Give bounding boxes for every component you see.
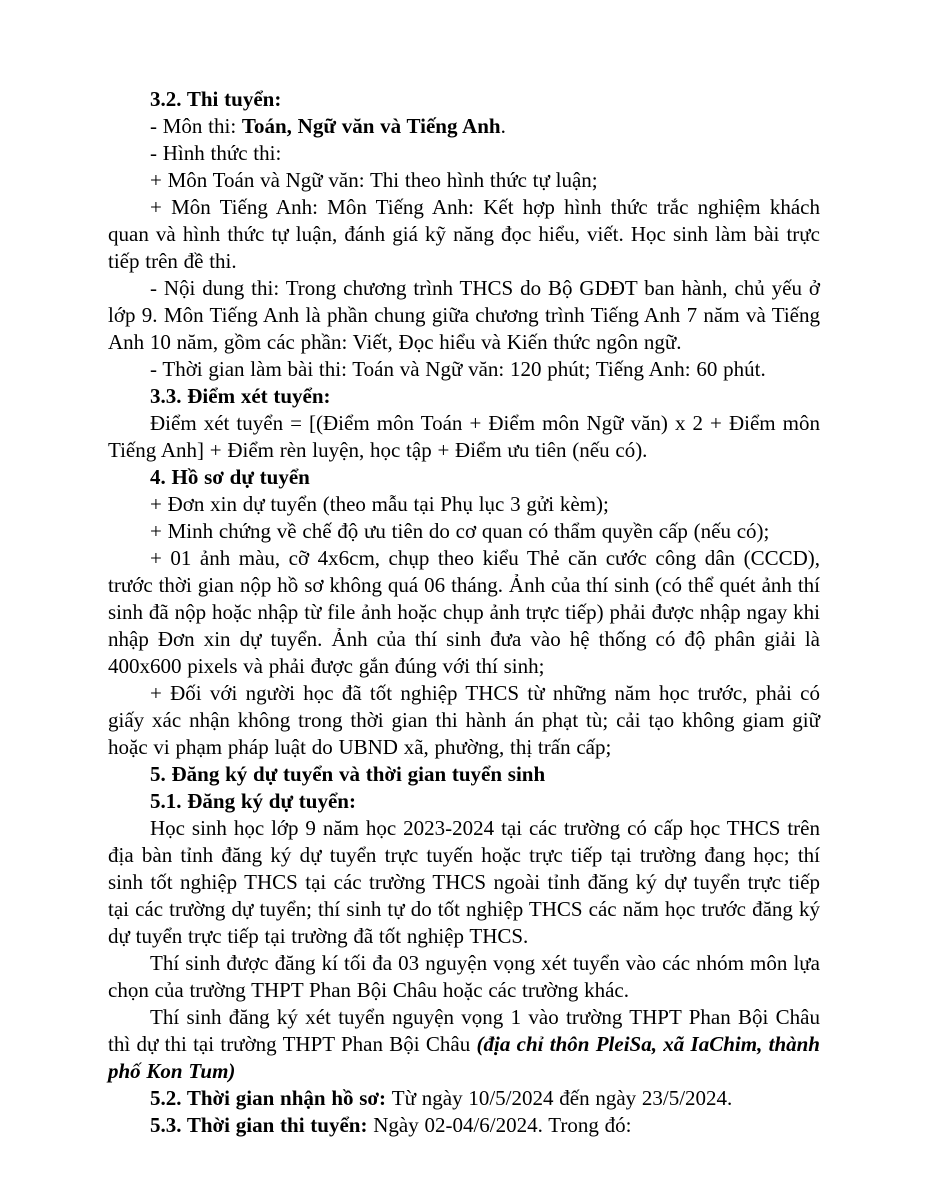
- text-run: 3.3. Điểm xét tuyển:: [150, 384, 331, 408]
- text-run: + Đơn xin dự tuyển (theo mẫu tại Phụ lục 3 gửi kèm);: [150, 492, 609, 516]
- heading-3-3: [108, 383, 820, 410]
- line-hinh-thuc-thi: [108, 140, 820, 167]
- item-giay-xac-nhan: [108, 680, 820, 761]
- text-run: (địa chỉ thôn PleiSa, xã IaChim, thành phố Kon Tum): [108, 1032, 820, 1083]
- text-run: + 01 ảnh màu, cỡ 4x6cm, chụp theo kiểu Thẻ căn cước công dân (CCCD), trước thời gian nộp hồ sơ không quá 06 tháng. Ảnh của thí sinh (có thể quét ảnh thí sinh đã nộp hoặc nhập từ file ảnh hoặc chụp ảnh trực tiếp) phải được nhập ngay khi nhập Đơn xin dự tuyển. Ảnh của thí sinh đưa vào hệ thống có độ phân giải là 400x600 pixels và phải được gắn đúng với thí sinh;: [108, 546, 820, 678]
- text-run: 4. Hồ sơ dự tuyển: [150, 465, 310, 489]
- text-run: .: [500, 114, 506, 138]
- line-5-3-thoi-gian-thi-tuyen: [108, 1112, 820, 1139]
- heading-5-1: [108, 788, 820, 815]
- text-run: + Đối với người học đã tốt nghiệp THCS từ những năm học trước, phải có giấy xác nhận không trong thời gian thi hành án phạt tù; cải tạo không giam giữ hoặc vi phạm pháp luật do UBND xã, phường, thị trấn cấp;: [108, 681, 820, 759]
- document-body: [108, 86, 820, 1139]
- text-run: - Hình thức thi:: [150, 141, 282, 165]
- para-nguyen-vong-1: [108, 1004, 820, 1085]
- text-run: 5.1. Đăng ký dự tuyển:: [150, 789, 356, 813]
- item-mon-tieng-anh: [108, 194, 820, 275]
- heading-3-2: [108, 86, 820, 113]
- para-hoc-sinh-lop-9: [108, 815, 820, 950]
- text-run: 3.2. Thi tuyển:: [150, 87, 282, 111]
- item-don-xin-du-tuyen: [108, 491, 820, 518]
- text-run: Học sinh học lớp 9 năm học 2023-2024 tại các trường có cấp học THCS trên địa bàn tỉnh đăng ký dự tuyển trực tuyến hoặc trực tiếp tại trường đang học; thí sinh tốt nghiệp THCS tại các trường THCS ngoài tỉnh đăng ký dự tuyển trực tiếp tại các trường dự tuyển; thí sinh tự do tốt nghiệp THCS các năm học trước đăng ký dự tuyển trực tiếp tại trường đã tốt nghiệp THCS.: [108, 816, 820, 948]
- item-minh-chung: [108, 518, 820, 545]
- text-run: + Môn Toán và Ngữ văn: Thi theo hình thức tự luận;: [150, 168, 598, 192]
- text-run: Từ ngày 10/5/2024 đến ngày 23/5/2024.: [391, 1086, 733, 1110]
- text-run: - Thời gian làm bài thi: Toán và Ngữ văn: 120 phút; Tiếng Anh: 60 phút.: [150, 357, 766, 381]
- text-run: + Môn Tiếng Anh: Môn Tiếng Anh: Kết hợp hình thức trắc nghiệm khách quan và hình thức tự luận, đánh giá kỹ năng đọc hiểu, viết. Học sinh làm bài trực tiếp trên đề thi.: [108, 195, 820, 273]
- text-run: Toán, Ngữ văn và Tiếng Anh: [241, 114, 501, 138]
- heading-4: [108, 464, 820, 491]
- text-run: Ngày 02-04/6/2024. Trong đó:: [373, 1113, 632, 1137]
- text-run: - Môn thi:: [150, 114, 242, 138]
- line-5-2-thoi-gian-nhan-ho-so: [108, 1085, 820, 1112]
- line-thoi-gian-lam-bai: [108, 356, 820, 383]
- item-mon-toan-ngu-van: [108, 167, 820, 194]
- text-run: Thí sinh được đăng kí tối đa 03 nguyện vọng xét tuyển vào các nhóm môn lựa chọn của trường THPT Phan Bội Châu hoặc các trường khác.: [108, 951, 820, 1002]
- text-run: 5. Đăng ký dự tuyển và thời gian tuyển sinh: [150, 762, 546, 786]
- para-nguyen-vong: [108, 950, 820, 1004]
- line-diem-xet-tuyen: [108, 410, 820, 464]
- text-run: + Minh chứng về chế độ ưu tiên do cơ quan có thẩm quyền cấp (nếu có);: [150, 519, 770, 543]
- item-anh-mau: [108, 545, 820, 680]
- heading-5: [108, 761, 820, 788]
- text-run: 5.3. Thời gian thi tuyển:: [150, 1113, 374, 1137]
- text-run: Điểm xét tuyển = [(Điểm môn Toán + Điểm môn Ngữ văn) x 2 + Điểm môn Tiếng Anh] + Điểm rèn luyện, học tập + Điểm ưu tiên (nếu có).: [108, 411, 820, 462]
- line-mon-thi: [108, 113, 820, 140]
- text-run: Thí sinh đăng ký xét tuyển nguyện vọng 1 vào trường THPT Phan Bội Châu thì dự thi tại trường THPT Phan Bội Châu: [108, 1005, 820, 1056]
- line-noi-dung-thi: [108, 275, 820, 356]
- text-run: 5.2. Thời gian nhận hồ sơ:: [150, 1086, 392, 1110]
- text-run: - Nội dung thi: Trong chương trình THCS do Bộ GDĐT ban hành, chủ yếu ở lớp 9. Môn Tiếng Anh là phần chung giữa chương trình Tiếng Anh 7 năm và Tiếng Anh 10 năm, gồm các phần: Viết, Đọc hiểu và Kiến thức ngôn ngữ.: [108, 276, 820, 354]
